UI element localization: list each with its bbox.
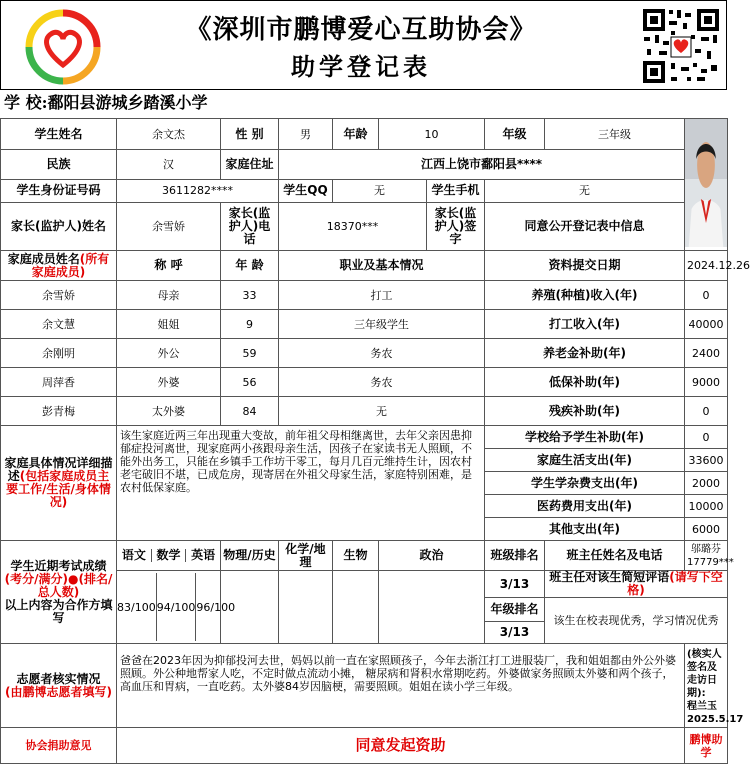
finance-value: 6000 <box>685 518 728 541</box>
grade-value: 三年级 <box>545 119 685 150</box>
teacher-value: 邬璐芬17779*** <box>685 541 728 571</box>
row-student-name <box>1 119 728 150</box>
submit-date-label: 资料提交日期 <box>485 251 685 281</box>
member-name: 周萍香 <box>1 368 117 397</box>
verifier-name: 程兰玉 <box>687 701 717 712</box>
comment-value: 该生在校表现优秀，学习情况优秀 <box>545 598 728 644</box>
score-politics <box>379 571 485 644</box>
member-name: 彭青梅 <box>1 397 117 426</box>
finance-label: 家庭生活支出(年) <box>485 449 685 472</box>
exam-label <box>1 541 117 644</box>
situation-label <box>1 426 117 541</box>
finance-value: 9000 <box>685 368 728 397</box>
volunteer-label-main: 志愿者核实情况 <box>16 671 101 686</box>
phone-value: 无 <box>485 179 685 202</box>
phone-label: 学生手机 <box>427 179 485 202</box>
family-member-row <box>1 368 728 397</box>
class-rank-value: 3/13 <box>485 571 545 598</box>
member-job: 三年级学生 <box>279 310 485 339</box>
member-name: 余雪娇 <box>1 281 117 310</box>
family-member-row <box>1 397 728 426</box>
member-age: 59 <box>221 339 279 368</box>
guardian-sign-label: 家长(监护人)签字 <box>427 202 485 250</box>
score-math: 94/100 <box>157 573 197 641</box>
finance-value: 10000 <box>685 495 728 518</box>
form-header <box>0 0 727 90</box>
member-age: 84 <box>221 397 279 426</box>
subject-english: 英语 <box>191 548 216 562</box>
address-label: 家庭住址 <box>221 150 279 179</box>
comment-label <box>545 571 728 598</box>
finance-label: 其他支出(年) <box>485 518 685 541</box>
exam-label-partner: 以上内容为合作方填写 <box>4 597 113 625</box>
finance-label: 残疾补助(年) <box>485 397 685 426</box>
id-value: 3611282**** <box>117 179 279 202</box>
family-members-label <box>1 251 117 281</box>
finance-value: 2400 <box>685 339 728 368</box>
volunteer-label <box>1 644 117 728</box>
score-english: 96/100 <box>196 600 236 614</box>
id-label: 学生身份证号码 <box>1 179 117 202</box>
row-ethnic <box>1 150 728 179</box>
exam-label-note: (考分/满分)●(排名/总人数) <box>4 571 113 599</box>
subject-biology: 生物 <box>333 541 379 571</box>
family-member-row <box>1 339 728 368</box>
subject-physics-history: 物理/历史 <box>221 541 279 571</box>
family-members-label-main: 家庭成员姓名 <box>7 251 80 266</box>
finance-label: 养老金补助(年) <box>485 339 685 368</box>
form-title: 《深圳市鹏博爱心互助协会》 <box>185 15 537 45</box>
member-name: 余刚明 <box>1 339 117 368</box>
score-chinese: 83/100 <box>117 573 157 641</box>
member-relation: 母亲 <box>117 281 221 310</box>
heart-logo-icon <box>23 7 103 85</box>
teacher-label: 班主任姓名及电话 <box>545 541 685 571</box>
row-guardian <box>1 202 728 250</box>
member-name: 余文慧 <box>1 310 117 339</box>
address-value: 江西上饶市鄱阳县**** <box>279 150 685 179</box>
student-name-label: 学生姓名 <box>1 119 117 150</box>
member-age: 33 <box>221 281 279 310</box>
volunteer-text: 爸爸在2023年因为抑郁投河去世，妈妈以前一直在家照顾孩子，今年去浙江打工进服装厂，我和姐姐都由外公外婆照顾。外公种地帮家人吃，不定时做点流动小摊， 糖尿病和肾积水常期吃药。外婆做家务照顾太外婆和两个孩子，高血压和胃病，一直吃药。太外婆84岁因脑梗，需要照顾。姐姐在读小学三年级。 <box>117 644 685 728</box>
age-value: 10 <box>379 119 485 150</box>
subject-math: 数学 <box>152 549 187 562</box>
verify-date: 2025.5.17 <box>687 714 744 725</box>
ethnic-value: 汉 <box>117 150 221 179</box>
opinion-label: 协会捐助意见 <box>1 728 117 764</box>
row-exam-subjects <box>1 541 728 571</box>
opinion-value: 同意发起资助 <box>117 728 685 764</box>
student-photo <box>685 119 728 251</box>
score-biology <box>333 571 379 644</box>
finance-value: 33600 <box>685 449 728 472</box>
subject-header <box>117 541 221 571</box>
member-relation: 外公 <box>117 339 221 368</box>
job-header: 职业及基本情况 <box>279 251 485 281</box>
row-id <box>1 179 728 202</box>
qq-label: 学生QQ <box>279 179 333 202</box>
age-label: 年龄 <box>333 119 379 150</box>
guardian-name-label: 家长(监护人)姓名 <box>1 202 117 250</box>
finance-value: 0 <box>685 397 728 426</box>
row-volunteer <box>1 644 728 728</box>
family-member-row <box>1 310 728 339</box>
member-relation: 姐姐 <box>117 310 221 339</box>
score-chemistry-geography <box>279 571 333 644</box>
form-subtitle: 助学登记表 <box>291 52 431 81</box>
row-situation <box>1 426 728 449</box>
score-cell <box>117 571 236 644</box>
student-name-value: 余文杰 <box>117 119 221 150</box>
row-family-header <box>1 251 728 281</box>
qq-value: 无 <box>333 179 427 202</box>
grade-label: 年级 <box>485 119 545 150</box>
grade-rank-label: 年级排名 <box>485 598 545 622</box>
guardian-phone-value: 18370*** <box>279 202 427 250</box>
age-header: 年 龄 <box>221 251 279 281</box>
member-relation: 外婆 <box>117 368 221 397</box>
guardian-name-value: 余雪娇 <box>117 202 221 250</box>
school-line: 学 校:鄱阳县游城乡踏溪小学 <box>4 93 208 112</box>
member-job: 务农 <box>279 368 485 397</box>
class-rank-label: 班级排名 <box>485 541 545 571</box>
finance-label: 学生学杂费支出(年) <box>485 472 685 495</box>
comment-label-main: 班主任对该生简短评语 <box>549 570 670 584</box>
finance-label: 医药费用支出(年) <box>485 495 685 518</box>
finance-label: 学校给予学生补助(年) <box>485 426 685 449</box>
exam-label-main: 学生近期考试成绩 <box>10 558 107 573</box>
member-job: 打工 <box>279 281 485 310</box>
subject-chinese: 语文 <box>117 549 152 562</box>
row-footer <box>1 728 728 764</box>
volunteer-label-note: (由鹏博志愿者填写) <box>5 684 112 699</box>
member-age: 56 <box>221 368 279 397</box>
ethnic-label: 民族 <box>1 150 117 179</box>
brand-label: 鹏博助学 <box>685 728 728 764</box>
finance-label: 低保补助(年) <box>485 368 685 397</box>
member-job: 无 <box>279 397 485 426</box>
comment-label-note: (请写下空格) <box>627 570 723 597</box>
family-members-label-note: (所有家庭成员) <box>31 251 110 279</box>
finance-value: 2000 <box>685 472 728 495</box>
student-photo-image <box>685 119 727 247</box>
verifier-label: (核实人签名及走访日期): <box>687 649 722 699</box>
subject-chemistry-geography: 化学/地理 <box>279 541 333 571</box>
guardian-phone-label: 家长(监护人)电话 <box>221 202 279 250</box>
verifier-cell <box>685 644 744 728</box>
finance-label: 养殖(种植)收入(年) <box>485 281 685 310</box>
member-relation: 太外婆 <box>117 397 221 426</box>
grade-rank-value: 3/13 <box>485 622 545 644</box>
gender-label: 性 别 <box>221 119 279 150</box>
gender-value: 男 <box>279 119 333 150</box>
registration-form-table <box>0 118 750 764</box>
situation-label-note: (包括家庭成员主要工作/生活/身体情况) <box>6 469 111 509</box>
consent-text: 同意公开登记表中信息 <box>485 202 685 250</box>
member-age: 9 <box>221 310 279 339</box>
finance-label: 打工收入(年) <box>485 310 685 339</box>
submit-date-value: 2024.12.26 <box>685 251 728 281</box>
subject-politics: 政治 <box>379 541 485 571</box>
situation-text: 该生家庭近两三年出现重大变故，前年祖父母相继离世，去年父亲因患抑郁症投河离世，现家庭两小孩跟母亲生活，因孩子在家读书无人照顾，不能外出务工，只能在乡镇手工作坊干零工，每月几百元维持生计，因农村老宅破旧不堪，已成危房，现寄居在外祖父母家生活，家庭特别困难，是农村低保家庭。 <box>117 426 485 541</box>
finance-value: 0 <box>685 426 728 449</box>
relation-header: 称 呼 <box>117 251 221 281</box>
situation-label-main: 家庭具体情况详细描述 <box>4 456 113 483</box>
finance-value: 40000 <box>685 310 728 339</box>
qr-code-icon <box>641 7 721 85</box>
family-member-row <box>1 281 728 310</box>
member-job: 务农 <box>279 339 485 368</box>
finance-value: 0 <box>685 281 728 310</box>
